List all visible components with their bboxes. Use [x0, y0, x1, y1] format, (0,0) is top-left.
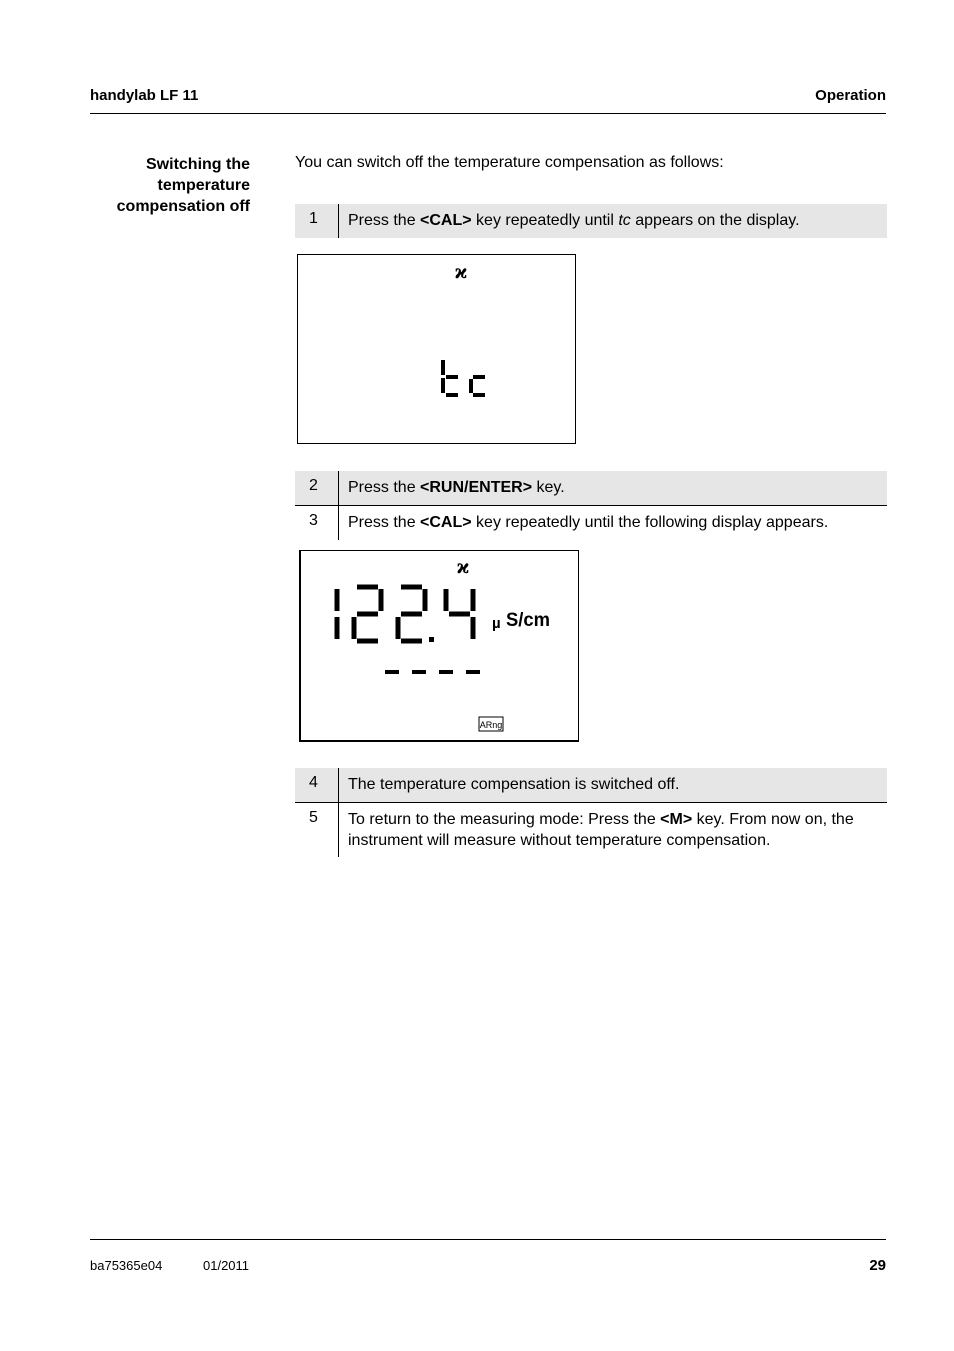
header-product: handylab LF 11 [90, 87, 199, 104]
step-number: 2 [295, 471, 339, 505]
lcd-display-tc [297, 254, 576, 444]
section-heading: Switching the temperature compensation off [116, 156, 250, 215]
step-number: 4 [295, 768, 339, 802]
footer-rule [90, 1239, 886, 1240]
page-number: 29 [869, 1257, 886, 1274]
step-5 [295, 803, 887, 857]
step-number: 3 [295, 506, 339, 540]
step-4 [295, 768, 887, 803]
step-text: Press the <RUN/ENTER> key. [348, 479, 565, 496]
lcd-secondary-dashes: ---- [385, 678, 387, 679]
conductivity-symbol: ϰ [454, 261, 468, 283]
step-text: The temperature compensation is switched off. [348, 776, 680, 793]
intro-text: You can switch off the temperature compensation as follows: [295, 154, 724, 171]
unit-label: S/cm [506, 610, 550, 631]
header-rule [90, 113, 886, 114]
step-text: Press the <CAL> key repeatedly until tc appears on the display. [348, 212, 800, 229]
footer-date: 01/2011 [203, 1258, 250, 1273]
lcd-text-tc [443, 360, 485, 395]
arng-badge: ARng [479, 720, 503, 730]
header-chapter: Operation [815, 87, 886, 104]
step-3 [295, 506, 887, 540]
step-1 [295, 204, 887, 238]
lcd-value-122-4 [337, 587, 473, 642]
conductivity-symbol: ϰ [456, 556, 470, 578]
unit-mu: µ [492, 615, 501, 632]
step-2 [295, 471, 887, 506]
step-text: To return to the measuring mode: Press the <M> key. From now on, the instrument will measure without temperature compensation. [348, 811, 854, 849]
step-text: Press the <CAL> key repeatedly until the following display appears. [348, 514, 829, 531]
step-number: 5 [295, 803, 339, 857]
footer-document-number: ba75365e04 [90, 1258, 163, 1273]
step-number: 1 [295, 204, 339, 238]
lcd-display-reading [299, 550, 579, 742]
